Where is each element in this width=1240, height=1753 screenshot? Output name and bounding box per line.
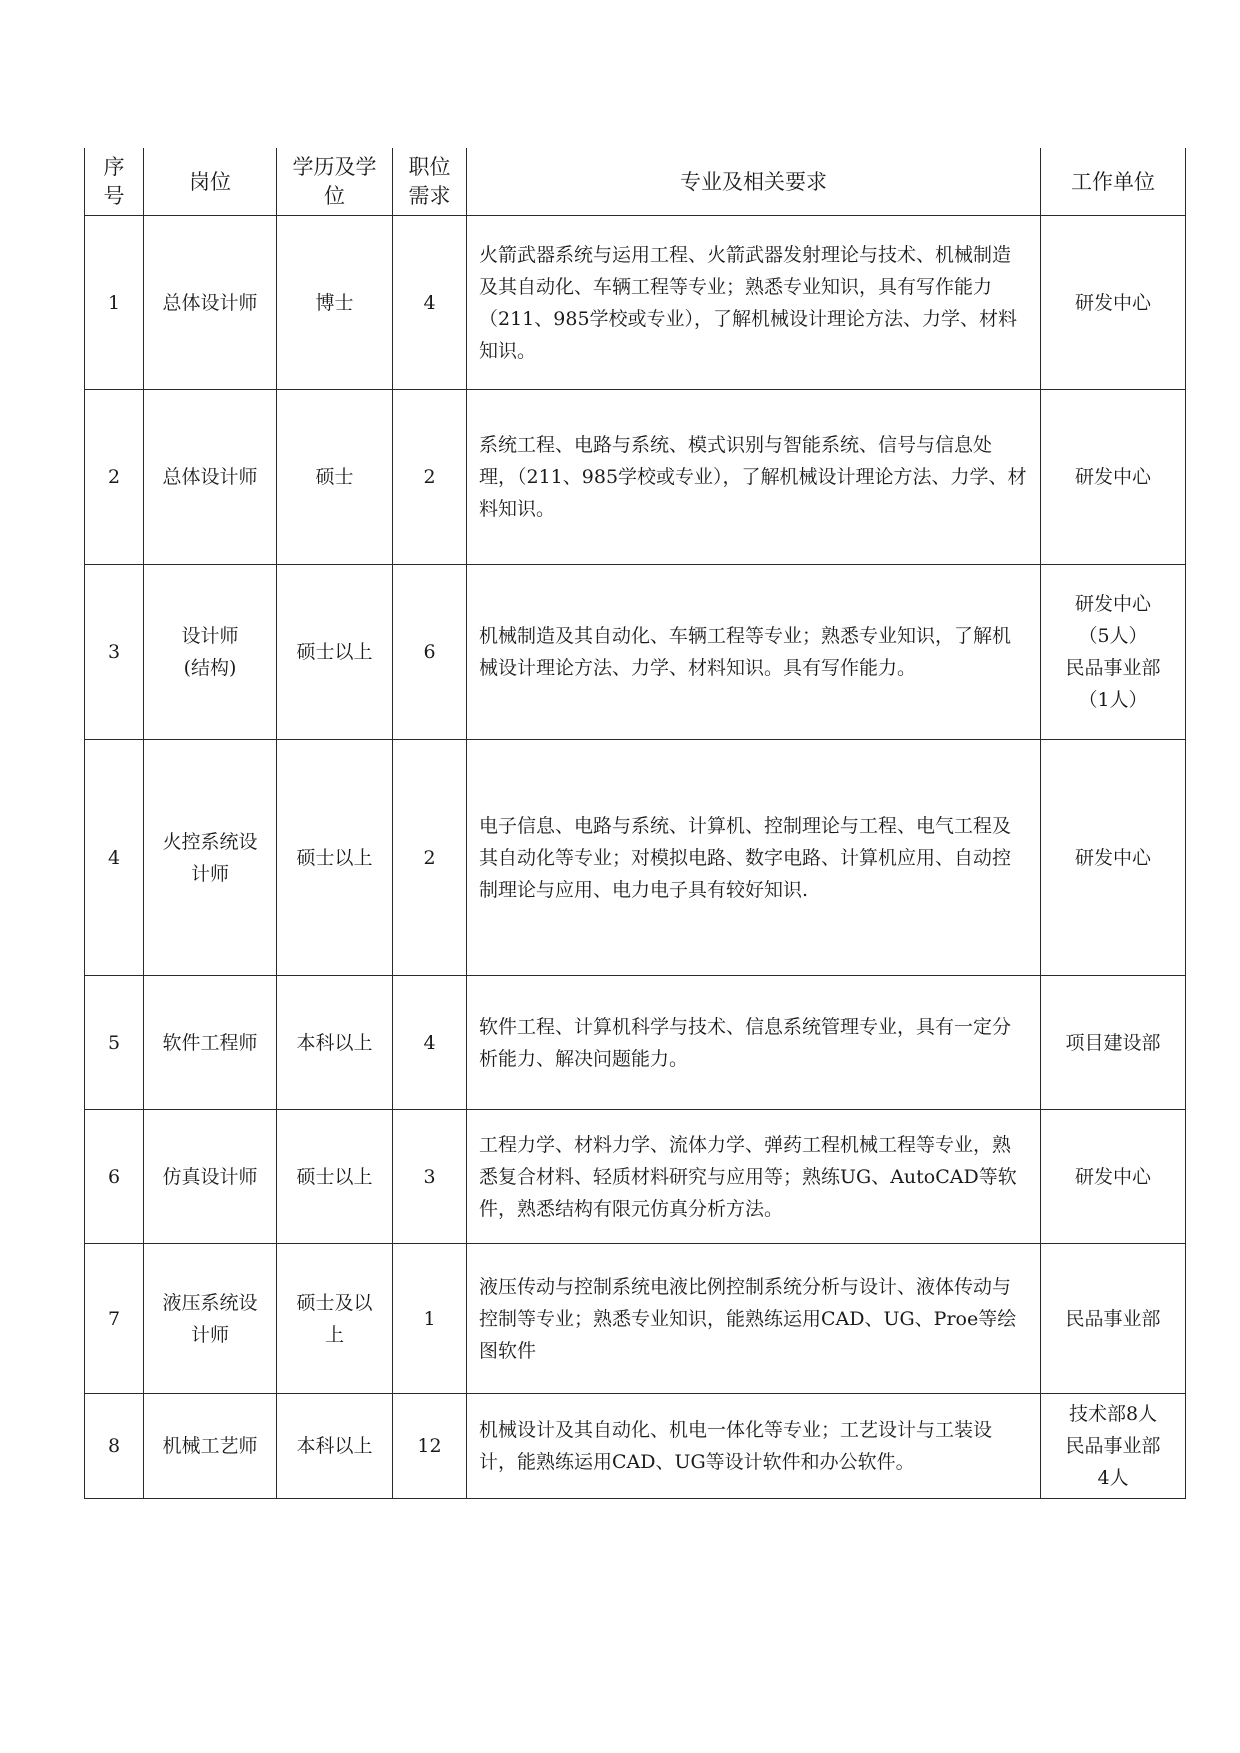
- cell-no: 4: [85, 740, 144, 976]
- cell-unit: [1041, 1394, 1186, 1499]
- cell-demand: 12: [393, 1394, 467, 1499]
- unit-line: 民品事业部: [1065, 1435, 1161, 1457]
- unit-line: 研发中心: [1074, 1165, 1151, 1188]
- table-row: [85, 976, 1186, 1110]
- recruitment-table: [84, 148, 1186, 1499]
- cell-education: 本科以上: [277, 1394, 393, 1499]
- cell-no: 5: [85, 976, 144, 1110]
- unit-line: 民品事业部: [1065, 1307, 1161, 1330]
- position-line: 设计师: [181, 625, 239, 647]
- cell-no: 1: [85, 216, 144, 390]
- unit-line: 4人: [1097, 1467, 1129, 1489]
- cell-demand: 3: [393, 1110, 467, 1244]
- position-line: 液压系统设: [162, 1291, 258, 1314]
- cell-position: [144, 1244, 277, 1394]
- header-requirements-label: 专业及相关要求: [680, 169, 827, 194]
- cell-position: 总体设计师: [144, 216, 277, 390]
- unit-line: 研发中心: [1074, 846, 1151, 869]
- cell-requirements: 软件工程、计算机科学与技术、信息系统管理专业，具有一定分析能力、解决问题能力。: [467, 976, 1041, 1110]
- table-header-row: [85, 148, 1186, 216]
- education-line: 上: [324, 1323, 344, 1346]
- unit-line: 研发中心: [1074, 291, 1151, 314]
- cell-demand: 2: [393, 390, 467, 565]
- cell-unit: [1041, 216, 1186, 390]
- cell-requirements: 系统工程、电路与系统、模式识别与智能系统、信号与信息处理，（211、985学校或专业），了解机械设计理论方法、力学、材料知识。: [467, 390, 1041, 565]
- position-line: (结构): [183, 657, 237, 679]
- cell-position: 仿真设计师: [144, 1110, 277, 1244]
- header-position-label: 岗位: [189, 169, 231, 194]
- header-education-label: 学历及学位: [292, 154, 377, 208]
- cell-education: 博士: [277, 216, 393, 390]
- table-row: [85, 565, 1186, 740]
- cell-no: 8: [85, 1394, 144, 1499]
- cell-education: 硕士: [277, 390, 393, 565]
- unit-line: 项目建设部: [1065, 1031, 1161, 1054]
- unit-line: （5人）: [1078, 625, 1148, 647]
- header-unit-label: 工作单位: [1071, 169, 1155, 194]
- cell-position: [144, 740, 277, 976]
- header-no-label: 序号: [103, 154, 125, 208]
- cell-education: [277, 1244, 393, 1394]
- cell-requirements: 电子信息、电路与系统、计算机、控制理论与工程、电气工程及其自动化等专业；对模拟电路、数字电路、计算机应用、自动控制理论与应用、电力电子具有较好知识.: [467, 740, 1041, 976]
- cell-position: 软件工程师: [144, 976, 277, 1110]
- unit-line: 民品事业部: [1065, 657, 1161, 679]
- position-line: 计师: [190, 1323, 229, 1346]
- cell-education: 本科以上: [277, 976, 393, 1110]
- cell-unit: [1041, 740, 1186, 976]
- cell-requirements: 液压传动与控制系统电液比例控制系统分析与设计、液体传动与控制等专业；熟悉专业知识，能熟练运用CAD、UG、Proe等绘图软件: [467, 1244, 1041, 1394]
- cell-position: [144, 565, 277, 740]
- cell-education: 硕士以上: [277, 1110, 393, 1244]
- unit-line: 研发中心: [1074, 466, 1151, 488]
- cell-unit: [1041, 390, 1186, 565]
- education-line: 硕士及以: [296, 1291, 373, 1314]
- cell-no: 6: [85, 1110, 144, 1244]
- cell-requirements: 工程力学、材料力学、流体力学、弹药工程机械工程等专业，熟悉复合材料、轻质材料研究与应用等；熟练UG、AutoCAD等软件，熟悉结构有限元仿真分析方法。: [467, 1110, 1041, 1244]
- header-requirements: [467, 148, 1041, 216]
- table-row: [85, 1394, 1186, 1499]
- cell-unit: [1041, 1244, 1186, 1394]
- position-line: 火控系统设: [162, 830, 258, 853]
- cell-position: 机械工艺师: [144, 1394, 277, 1499]
- cell-unit: [1041, 1110, 1186, 1244]
- cell-demand: 6: [393, 565, 467, 740]
- header-no: [85, 148, 144, 216]
- header-demand-label: 职位需求: [408, 154, 451, 208]
- table-row: [85, 1244, 1186, 1394]
- header-demand: [393, 148, 467, 216]
- cell-no: 3: [85, 565, 144, 740]
- cell-education: 硕士以上: [277, 565, 393, 740]
- position-line: 计师: [190, 862, 229, 885]
- header-position: [144, 148, 277, 216]
- unit-line: 技术部8人: [1068, 1403, 1158, 1425]
- cell-position: 总体设计师: [144, 390, 277, 565]
- cell-demand: 4: [393, 976, 467, 1110]
- header-education: [277, 148, 393, 216]
- cell-unit: [1041, 976, 1186, 1110]
- table-row: [85, 740, 1186, 976]
- header-unit: [1041, 148, 1186, 216]
- cell-no: 7: [85, 1244, 144, 1394]
- cell-requirements: 火箭武器系统与运用工程、火箭武器发射理论与技术、机械制造及其自动化、车辆工程等专业；熟悉专业知识，具有写作能力（211、985学校或专业），了解机械设计理论方法、力学、材料知识。: [467, 216, 1041, 390]
- cell-requirements: 机械制造及其自动化、车辆工程等专业；熟悉专业知识，了解机械设计理论方法、力学、材料知识。具有写作能力。: [467, 565, 1041, 740]
- table-row: [85, 216, 1186, 390]
- cell-demand: 2: [393, 740, 467, 976]
- cell-demand: 1: [393, 1244, 467, 1394]
- unit-line: 研发中心: [1074, 593, 1151, 615]
- cell-unit: [1041, 565, 1186, 740]
- table-row: [85, 1110, 1186, 1244]
- cell-education: 硕士以上: [277, 740, 393, 976]
- cell-requirements: 机械设计及其自动化、机电一体化等专业；工艺设计与工装设计，能熟练运用CAD、UG等设计软件和办公软件。: [467, 1394, 1041, 1499]
- unit-line: （1人）: [1078, 689, 1148, 711]
- cell-demand: 4: [393, 216, 467, 390]
- cell-no: 2: [85, 390, 144, 565]
- table-row: [85, 390, 1186, 565]
